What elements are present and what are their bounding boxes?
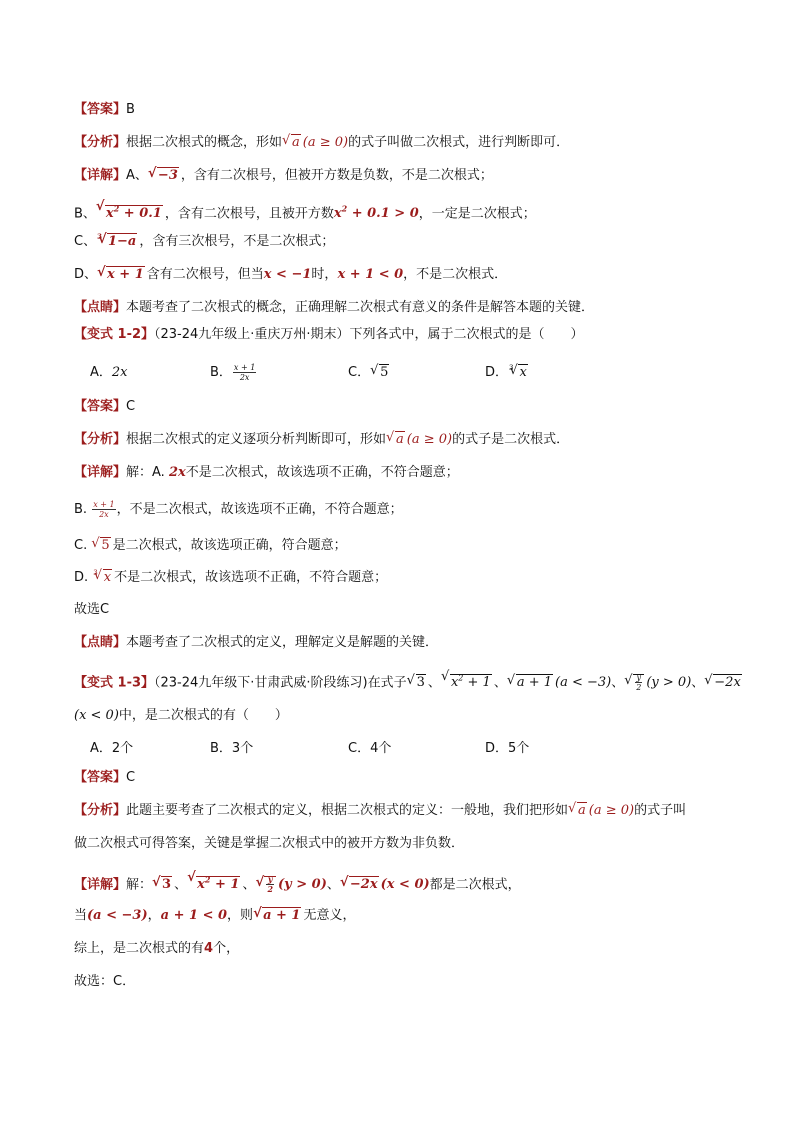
- math: √ a (a ≥ 0): [386, 432, 452, 447]
- answer-value: B: [126, 102, 135, 117]
- q3-choose: 故选：C．: [74, 974, 136, 989]
- q1-detail-d: D、√ x + 1 含有二次根号，但当x < −1时，x + 1 < 0，不是二次根式．: [74, 265, 507, 285]
- q3-summary: 综上，是二次根式的有4个，: [74, 941, 240, 956]
- detail-tag: 【详解】: [74, 168, 127, 183]
- q1-answer: [74, 100, 135, 120]
- variant-tag: 【变式 1-3】: [74, 675, 155, 691]
- option-c: C．4个: [348, 741, 392, 756]
- q2-options: [90, 361, 530, 382]
- math: $\frac{x + 1}{2x}$: [93, 500, 115, 519]
- q1-detail-b: B、√ $x^2 + 0.1$ ，含有二次根号，且被开方数$x^2 + 0.1 > 0$，一定是二次根式；: [74, 199, 536, 224]
- option-a: A．2个: [90, 741, 134, 756]
- q1-detail-a: 【详解】A、√ −3 ，含有二次根号，但被开方数是负数，不是二次根式；: [74, 166, 493, 186]
- q2-detail-b: B. $\frac{x + 1}{2x}$ ，不是二次根式，故该选项不正确，不符合题意；: [74, 500, 403, 519]
- q3-when: 当(a < −3)，a + 1 < 0，则√ a + 1 无意义，: [74, 906, 356, 926]
- q2-answer: 【答案】C: [74, 399, 136, 414]
- q1-analysis: 【分析】根据二次根式的概念，形如√ a (a ≥ 0)的式子叫做二次根式，进行判断即可．: [74, 133, 569, 153]
- math: √ −2x: [704, 675, 744, 690]
- math: x < −1: [263, 267, 312, 282]
- comment-tag: 【点睛】: [74, 300, 127, 315]
- q3-options: [90, 737, 529, 756]
- q3-detail: 【详解】解：√ 3 、√ $x^2 + 1$ 、 √ $\frac{y}{2}$ (y > 0)、√ −2x (x < 0)都是二次根式，: [74, 870, 521, 895]
- q2-detail-a: 【详解】解：A. 2x不是二次根式，故该选项不正确，不符合题意；: [74, 465, 459, 480]
- q1-detail-c: C、$^3$√ 1−a ，含有三次根号，不是二次根式；: [74, 232, 334, 253]
- math: √ −2x (x < 0): [340, 877, 430, 892]
- option-b: B．3个: [210, 741, 254, 756]
- math: √ $\frac{y}{2}$ (y > 0): [624, 675, 691, 690]
- q1-comment: 【点睛】本题考查了二次根式的概念，正确理解二次根式有意义的条件是解答本题的关键．: [74, 300, 595, 315]
- math: √ −3: [148, 168, 181, 183]
- math: a + 1 < 0: [160, 908, 228, 923]
- q2-analysis: 【分析】根据二次根式的定义逐项分析判断即可，形如√ a (a ≥ 0)的式子是二次根式．: [74, 430, 569, 450]
- variant-tag: 【变式 1-2】: [74, 327, 155, 342]
- q2-stem: 【变式 1-2】（23-24九年级上·重庆万州·期末）下列各式中，属于二次根式的是（ ）: [74, 327, 584, 342]
- math: $^3$√ 1−a: [96, 234, 139, 249]
- q2-detail-c: C. √ 5 是二次根式，故该选项正确，符合题意；: [74, 536, 347, 556]
- option-d: D．$^3$√ x: [485, 361, 530, 380]
- math: √ $x^2 + 1$: [187, 877, 242, 892]
- q3-stem: 【变式 1-3】（23-24九年级下·甘肃武威·阶段练习)在式子√ 3 、√ $x^2 + 1$ 、√ a + 1 (a < −3)、 √ $\frac{y}{2}$ (y > 0)、√ −2x: [74, 669, 744, 693]
- q3-stem-cont: (x < 0)中，是二次根式的有（ ）: [74, 708, 288, 723]
- option-b: B． $\frac{x + 1}{2x}$: [210, 363, 256, 382]
- math: $^3$√ x: [92, 570, 114, 585]
- analysis-tag: 【分析】: [74, 135, 127, 150]
- q2-detail-d: D. $^3$√ x 不是二次根式，故该选项不正确，不符合题意；: [74, 568, 387, 589]
- math: √ a (a ≥ 0): [568, 803, 634, 818]
- math: (a < −3): [87, 908, 148, 923]
- math: √ $x^2 + 0.1$: [96, 206, 165, 221]
- math: √ 3: [152, 877, 174, 892]
- math: √ 5: [91, 538, 112, 553]
- q3-answer: 【答案】C: [74, 770, 136, 785]
- option-c: C．√ 5: [348, 361, 485, 380]
- q2-comment: 【点睛】本题考查了二次根式的定义，理解定义是解题的关键．: [74, 635, 439, 650]
- math: x + 1 < 0: [337, 267, 404, 282]
- math: √ $\frac{y}{2}$ (y > 0): [255, 877, 326, 892]
- option-d: D．5个: [485, 741, 530, 756]
- math: 2x: [168, 465, 186, 480]
- math: √ a (a ≥ 0): [282, 135, 348, 150]
- math: √ 3: [407, 675, 428, 690]
- math: √ $x^2 + 1$: [441, 675, 494, 690]
- q2-choose: 故选C: [74, 602, 110, 617]
- math: √ a + 1 (a < −3): [507, 675, 611, 690]
- q3-analysis: 【分析】此题主要考查了二次根式的定义，根据二次根式的定义：一般地，我们把形如√ a (a ≥ 0)的式子叫: [74, 801, 686, 821]
- option-a: A．2x: [90, 365, 128, 380]
- q3-analysis-cont: 做二次根式可得答案，关键是掌握二次根式中的被开方数为非负数．: [74, 836, 465, 851]
- math: √ x + 1: [97, 267, 147, 282]
- answer-tag: 【答案】: [74, 102, 127, 117]
- math: (x < 0): [74, 708, 119, 723]
- math: √ a + 1: [253, 908, 303, 923]
- math: $x^2 + 0.1 > 0$: [333, 204, 419, 222]
